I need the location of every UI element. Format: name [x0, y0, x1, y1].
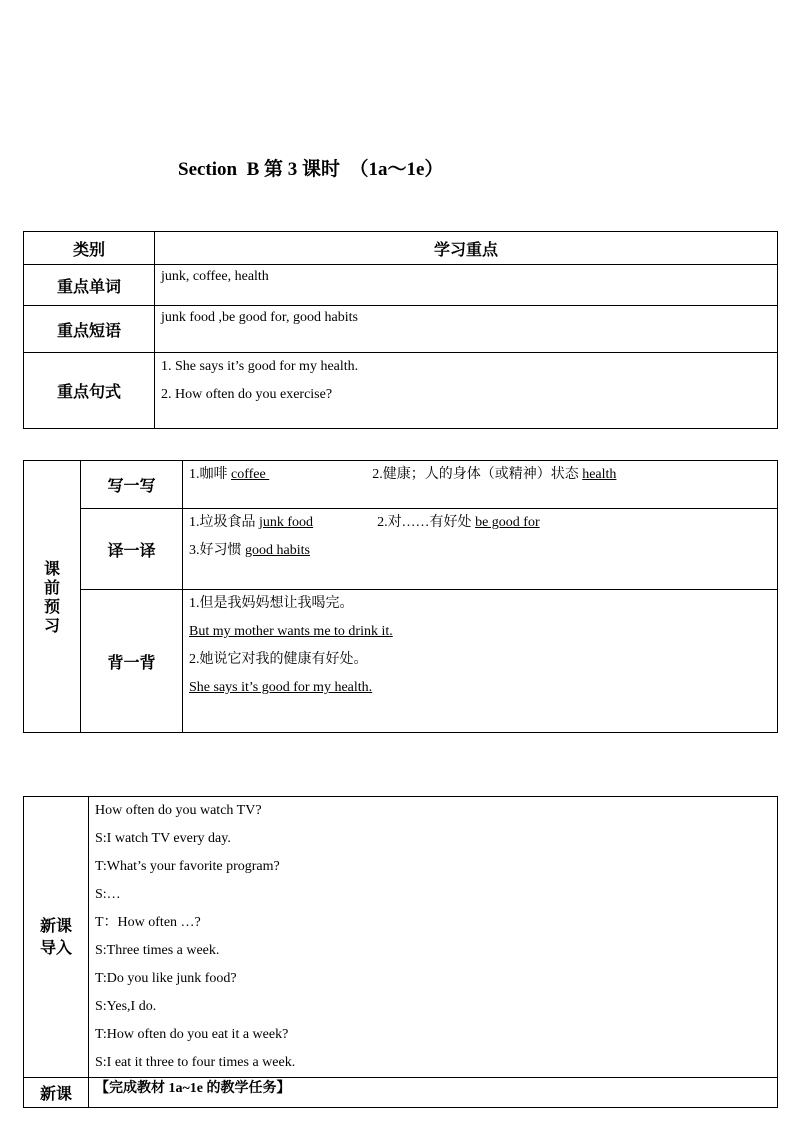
write-item2-cn: 2.健康；人的身体（或精神）状态 [372, 467, 583, 482]
intro-line: T:What’s your favorite program? [95, 859, 280, 874]
next-label: 新课 [24, 1078, 89, 1108]
recite-content [183, 590, 778, 733]
intro-content [89, 797, 778, 1078]
write-content [183, 461, 778, 509]
translate-line-1 [189, 509, 771, 537]
intro-line: T：How often …? [95, 915, 201, 930]
page-title: Section B 第 3 课时 （1a～1e） [178, 159, 444, 180]
recite-label: 背一背 [81, 590, 183, 733]
next-content: 【完成教材 1a~1e 的教学任务】 [89, 1078, 778, 1108]
recite-line-1: 1.但是我妈妈想让我喝完。 [189, 596, 354, 611]
row-label-words: 重点单词 [24, 265, 155, 306]
row-label-phrases: 重点短语 [24, 306, 155, 353]
intro-line: How often do you watch TV? [95, 803, 262, 818]
translate-item1-en: junk food [259, 515, 314, 530]
preview-side-label [24, 461, 81, 733]
intro-label [24, 797, 89, 1078]
write-item1-cn: 1.咖啡 [189, 467, 231, 482]
intro-label-line-2: 导入 [39, 938, 72, 957]
write-label: 写一写 [81, 461, 183, 509]
side-char-3: 预 [43, 596, 60, 616]
translate-item3-en: good habits [245, 543, 310, 558]
intro-line: S:Three times a week. [95, 943, 220, 958]
translate-item2-en: be good for [475, 515, 540, 530]
intro-line: S:Yes,I do. [95, 999, 157, 1014]
write-line [189, 461, 771, 489]
row-content-phrases [155, 306, 778, 353]
row-content-words [155, 265, 778, 306]
side-char-2: 前 [43, 577, 60, 597]
intro-line: T:Do you like junk food? [95, 971, 237, 986]
row-label-sentences: 重点句式 [24, 353, 155, 429]
write-item1-en: coffee [231, 467, 270, 482]
intro-line: T:How often do you eat it a week? [95, 1027, 289, 1042]
sentence-line-2: 2. How often do you exercise? [161, 387, 333, 402]
sentence-line-1: 1. She says it’s good for my health. [161, 359, 359, 374]
translate-item3-cn: 3.好习惯 [189, 543, 245, 558]
translate-item1-cn: 1.垃圾食品 [189, 515, 259, 530]
intro-line: S:I eat it three to four times a week. [95, 1055, 296, 1070]
phrases-line: junk food ,be good for, good habits [161, 310, 358, 325]
focus-table [23, 231, 778, 429]
lesson-table [23, 796, 778, 1108]
row-content-sentences [155, 353, 778, 429]
header-category: 类别 [24, 232, 155, 265]
intro-line: S:I watch TV every day. [95, 831, 231, 846]
recite-line-4: She says it’s good for my health. [189, 680, 373, 695]
preview-table [23, 460, 778, 733]
translate-label: 译一译 [81, 509, 183, 590]
write-item2-en: health [582, 467, 617, 482]
recite-line-2: But my mother wants me to drink it. [189, 624, 393, 639]
translate-content [183, 509, 778, 590]
translate-item2-cn: 2.对……有好处 [377, 515, 476, 530]
words-line: junk, coffee, health [161, 269, 269, 284]
side-char-4: 习 [43, 615, 60, 635]
side-char-1: 课 [43, 558, 60, 578]
intro-line: S:… [95, 887, 121, 902]
translate-line-2 [189, 537, 771, 565]
intro-label-line-1: 新课 [39, 916, 72, 935]
header-focus: 学习重点 [155, 232, 778, 265]
recite-line-3: 2.她说它对我的健康有好处。 [189, 652, 368, 667]
